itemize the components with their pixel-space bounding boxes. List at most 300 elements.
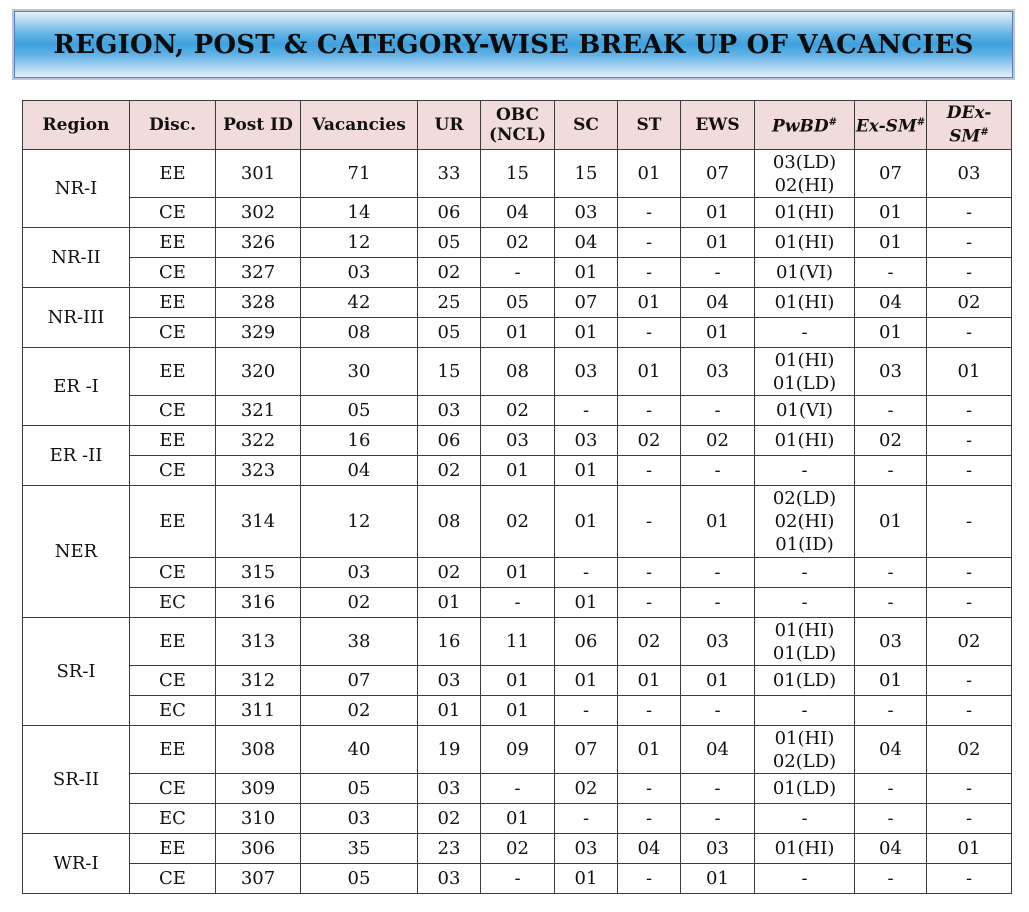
exsm-cell: - [855, 588, 927, 618]
ur-cell: 16 [418, 618, 481, 666]
disc-cell: EE [130, 618, 216, 666]
ur-cell: 02 [418, 558, 481, 588]
post-id-cell: 315 [216, 558, 301, 588]
vacancies-cell: 03 [301, 804, 418, 834]
disc-cell: CE [130, 774, 216, 804]
vacancies-cell: 12 [301, 486, 418, 558]
pwbd-entry: 01(LD) [772, 642, 837, 664]
dexsm-cell: 01 [927, 348, 1012, 396]
table-row [23, 486, 1012, 558]
pwbd-entry: - [801, 592, 808, 613]
pwbd-cell [755, 834, 855, 864]
pwbd-entry: 01(VI) [775, 400, 834, 421]
vacancies-cell: 16 [301, 426, 418, 456]
pwbd-cell [755, 774, 855, 804]
st-cell: 01 [618, 150, 681, 198]
table-row [23, 558, 1012, 588]
pwbd-cell [755, 318, 855, 348]
post-id-cell: 306 [216, 834, 301, 864]
region-cell: ER -II [23, 426, 130, 486]
ur-cell: 01 [418, 588, 481, 618]
pwbd-cell [755, 258, 855, 288]
obc-cell: 02 [481, 396, 555, 426]
post-id-cell: 302 [216, 198, 301, 228]
vacancies-cell: 35 [301, 834, 418, 864]
pwbd-entry: - [801, 808, 808, 829]
disc-cell: CE [130, 456, 216, 486]
ews-cell: - [681, 456, 755, 486]
disc-cell: CE [130, 558, 216, 588]
disc-cell: CE [130, 258, 216, 288]
sc-cell: 06 [555, 618, 618, 666]
pwbd-entry: 02(LD) [772, 488, 837, 509]
table-row [23, 774, 1012, 804]
obc-cell: 01 [481, 318, 555, 348]
post-id-cell: 314 [216, 486, 301, 558]
post-id-cell: 316 [216, 588, 301, 618]
sc-cell: 01 [555, 258, 618, 288]
dexsm-cell: - [927, 774, 1012, 804]
region-cell: NR-III [23, 288, 130, 348]
st-cell: - [618, 456, 681, 486]
vacancies-cell: 03 [301, 258, 418, 288]
header-pwbd-mark: # [828, 117, 837, 129]
pwbd-cell [755, 150, 855, 198]
table-row [23, 696, 1012, 726]
table-row [23, 864, 1012, 894]
pwbd-entry: 01(ID) [775, 534, 834, 555]
obc-cell: 01 [481, 456, 555, 486]
post-id-cell: 326 [216, 228, 301, 258]
sc-cell: 01 [555, 666, 618, 696]
table-row [23, 456, 1012, 486]
post-id-cell: 328 [216, 288, 301, 318]
st-cell: 01 [618, 288, 681, 318]
st-cell: - [618, 864, 681, 894]
dexsm-cell: - [927, 318, 1012, 348]
exsm-cell: - [855, 456, 927, 486]
pwbd-cell [755, 486, 855, 558]
header-sc: SC [555, 101, 618, 150]
obc-cell: 02 [481, 228, 555, 258]
sc-cell: - [555, 558, 618, 588]
ews-cell: 03 [681, 348, 755, 396]
dexsm-cell: - [927, 864, 1012, 894]
pwbd-entry: 02(HI) [774, 511, 835, 532]
header-post-id: Post ID [216, 101, 301, 150]
ur-cell: 25 [418, 288, 481, 318]
ews-cell: 01 [681, 228, 755, 258]
table-row [23, 834, 1012, 864]
exsm-cell: - [855, 864, 927, 894]
pwbd-entry: 01(HI) [774, 619, 835, 641]
table-row [23, 618, 1012, 666]
disc-cell: EC [130, 696, 216, 726]
ews-cell: - [681, 804, 755, 834]
vacancies-cell: 12 [301, 228, 418, 258]
header-ews: EWS [681, 101, 755, 150]
disc-cell: CE [130, 198, 216, 228]
dexsm-cell: 02 [927, 618, 1012, 666]
st-cell: - [618, 228, 681, 258]
st-cell: - [618, 588, 681, 618]
pwbd-cell [755, 588, 855, 618]
pwbd-cell [755, 228, 855, 258]
vacancy-table [22, 100, 1012, 894]
st-cell: 02 [618, 426, 681, 456]
vacancies-cell: 05 [301, 864, 418, 894]
obc-cell: 04 [481, 198, 555, 228]
pwbd-cell [755, 348, 855, 396]
ews-cell: - [681, 774, 755, 804]
st-cell: - [618, 558, 681, 588]
pwbd-cell [755, 618, 855, 666]
sc-cell: 03 [555, 198, 618, 228]
header-ur: UR [418, 101, 481, 150]
pwbd-entry: 01(HI) [774, 838, 835, 859]
dexsm-cell: - [927, 258, 1012, 288]
table-row [23, 666, 1012, 696]
post-id-cell: 312 [216, 666, 301, 696]
ur-cell: 02 [418, 456, 481, 486]
post-id-cell: 327 [216, 258, 301, 288]
exsm-cell: - [855, 396, 927, 426]
dexsm-cell: - [927, 558, 1012, 588]
header-pwbd [755, 101, 855, 150]
pwbd-cell [755, 864, 855, 894]
obc-cell: 03 [481, 426, 555, 456]
dexsm-cell: 02 [927, 726, 1012, 774]
ews-cell: - [681, 588, 755, 618]
pwbd-entry: 02(HI) [774, 174, 835, 196]
sc-cell: 01 [555, 456, 618, 486]
exsm-cell: 01 [855, 318, 927, 348]
vacancies-cell: 40 [301, 726, 418, 774]
post-id-cell: 323 [216, 456, 301, 486]
disc-cell: EC [130, 804, 216, 834]
vacancies-cell: 08 [301, 318, 418, 348]
pwbd-cell [755, 696, 855, 726]
pwbd-entry: 01(HI) [774, 292, 835, 313]
ews-cell: 04 [681, 288, 755, 318]
pwbd-entry: - [801, 700, 808, 721]
pwbd-entry: 03(LD) [772, 151, 837, 173]
dexsm-cell: - [927, 696, 1012, 726]
ur-cell: 08 [418, 486, 481, 558]
dexsm-cell: - [927, 396, 1012, 426]
ews-cell: 01 [681, 318, 755, 348]
pwbd-cell [755, 666, 855, 696]
obc-cell: 02 [481, 486, 555, 558]
exsm-cell: 01 [855, 228, 927, 258]
ews-cell: 07 [681, 150, 755, 198]
disc-cell: CE [130, 318, 216, 348]
st-cell: - [618, 318, 681, 348]
pwbd-cell [755, 198, 855, 228]
exsm-cell: 01 [855, 198, 927, 228]
exsm-cell: 04 [855, 726, 927, 774]
ews-cell: 01 [681, 864, 755, 894]
pwbd-entry: - [801, 562, 808, 583]
ur-cell: 19 [418, 726, 481, 774]
ur-cell: 05 [418, 318, 481, 348]
ur-cell: 03 [418, 396, 481, 426]
sc-cell: 01 [555, 864, 618, 894]
st-cell: - [618, 804, 681, 834]
disc-cell: CE [130, 864, 216, 894]
region-cell: SR-II [23, 726, 130, 834]
sc-cell: 04 [555, 228, 618, 258]
pwbd-cell [755, 456, 855, 486]
table-row [23, 348, 1012, 396]
exsm-cell: 03 [855, 618, 927, 666]
obc-cell: - [481, 864, 555, 894]
disc-cell: EE [130, 150, 216, 198]
ur-cell: 03 [418, 774, 481, 804]
dexsm-cell: - [927, 456, 1012, 486]
obc-cell: - [481, 258, 555, 288]
dexsm-cell: - [927, 198, 1012, 228]
header-dexsm-mark: # [980, 127, 989, 139]
ews-cell: 01 [681, 486, 755, 558]
obc-cell: 01 [481, 666, 555, 696]
region-cell: WR-I [23, 834, 130, 894]
ur-cell: 06 [418, 198, 481, 228]
post-id-cell: 310 [216, 804, 301, 834]
sc-cell: 07 [555, 726, 618, 774]
sc-cell: - [555, 696, 618, 726]
page-title: REGION, POST & CATEGORY-WISE BREAK UP OF VACANCIES [53, 29, 974, 60]
sc-cell: 07 [555, 288, 618, 318]
vacancies-cell: 05 [301, 396, 418, 426]
sc-cell: 01 [555, 588, 618, 618]
pwbd-cell [755, 804, 855, 834]
disc-cell: EE [130, 834, 216, 864]
vacancies-cell: 42 [301, 288, 418, 318]
dexsm-cell: 03 [927, 150, 1012, 198]
sc-cell: 03 [555, 426, 618, 456]
table-row [23, 150, 1012, 198]
pwbd-cell [755, 396, 855, 426]
header-row [23, 101, 1012, 150]
st-cell: - [618, 696, 681, 726]
ews-cell: - [681, 258, 755, 288]
ur-cell: 03 [418, 666, 481, 696]
post-id-cell: 309 [216, 774, 301, 804]
table-row [23, 804, 1012, 834]
vacancies-cell: 02 [301, 588, 418, 618]
pwbd-entry: 02(LD) [772, 750, 837, 772]
post-id-cell: 329 [216, 318, 301, 348]
st-cell: 02 [618, 618, 681, 666]
table-row [23, 288, 1012, 318]
obc-cell: 08 [481, 348, 555, 396]
ur-cell: 03 [418, 864, 481, 894]
title-banner [14, 11, 1013, 78]
ur-cell: 05 [418, 228, 481, 258]
st-cell: - [618, 774, 681, 804]
dexsm-cell: - [927, 804, 1012, 834]
pwbd-cell [755, 288, 855, 318]
st-cell: - [618, 198, 681, 228]
header-dexsm [927, 101, 1012, 150]
st-cell: 01 [618, 726, 681, 774]
exsm-cell: 04 [855, 834, 927, 864]
sc-cell: - [555, 396, 618, 426]
header-exsm-mark: # [916, 117, 926, 129]
vacancies-cell: 71 [301, 150, 418, 198]
post-id-cell: 307 [216, 864, 301, 894]
pwbd-entry: - [801, 322, 808, 343]
disc-cell: EC [130, 588, 216, 618]
header-exsm-label: Ex-SM [855, 116, 917, 137]
post-id-cell: 321 [216, 396, 301, 426]
vacancies-cell: 30 [301, 348, 418, 396]
post-id-cell: 311 [216, 696, 301, 726]
exsm-cell: 03 [855, 348, 927, 396]
ews-cell: - [681, 696, 755, 726]
post-id-cell: 320 [216, 348, 301, 396]
pwbd-entry: 01(HI) [774, 430, 835, 451]
region-cell: NR-I [23, 150, 130, 228]
pwbd-entry: 01(LD) [772, 372, 837, 394]
disc-cell: EE [130, 726, 216, 774]
post-id-cell: 322 [216, 426, 301, 456]
sc-cell: 03 [555, 834, 618, 864]
region-cell: SR-I [23, 618, 130, 726]
header-st: ST [618, 101, 681, 150]
obc-cell: 11 [481, 618, 555, 666]
post-id-cell: 301 [216, 150, 301, 198]
header-exsm [855, 101, 927, 150]
ews-cell: 04 [681, 726, 755, 774]
pwbd-entry: - [801, 868, 808, 889]
header-pwbd-label: PwBD [772, 116, 829, 137]
header-vacancies: Vacancies [301, 101, 418, 150]
exsm-cell: 01 [855, 666, 927, 696]
header-disc: Disc. [130, 101, 216, 150]
pwbd-cell [755, 726, 855, 774]
region-cell: ER -I [23, 348, 130, 426]
vacancies-cell: 14 [301, 198, 418, 228]
table-body [23, 150, 1012, 894]
st-cell: 04 [618, 834, 681, 864]
vacancies-cell: 38 [301, 618, 418, 666]
obc-cell: 01 [481, 804, 555, 834]
region-cell: NR-II [23, 228, 130, 288]
pwbd-entry: 01(HI) [774, 202, 835, 223]
disc-cell: EE [130, 288, 216, 318]
vacancies-cell: 05 [301, 774, 418, 804]
disc-cell: EE [130, 228, 216, 258]
ews-cell: 01 [681, 198, 755, 228]
obc-cell: 09 [481, 726, 555, 774]
header-region: Region [23, 101, 130, 150]
obc-cell: 05 [481, 288, 555, 318]
pwbd-entry: 01(HI) [774, 232, 835, 253]
exsm-cell: - [855, 774, 927, 804]
pwbd-entry: - [801, 460, 808, 481]
pwbd-entry: 01(HI) [774, 349, 835, 371]
disc-cell: CE [130, 396, 216, 426]
dexsm-cell: - [927, 426, 1012, 456]
vacancies-cell: 03 [301, 558, 418, 588]
ews-cell: 03 [681, 618, 755, 666]
ur-cell: 15 [418, 348, 481, 396]
dexsm-cell: - [927, 486, 1012, 558]
ews-cell: 02 [681, 426, 755, 456]
post-id-cell: 313 [216, 618, 301, 666]
dexsm-cell: - [927, 228, 1012, 258]
sc-cell: 01 [555, 318, 618, 348]
obc-cell: - [481, 774, 555, 804]
region-cell: NER [23, 486, 130, 618]
st-cell: 01 [618, 666, 681, 696]
header-dexsm-label: DEx-SM [946, 103, 992, 147]
st-cell: - [618, 258, 681, 288]
obc-cell: 15 [481, 150, 555, 198]
dexsm-cell: 01 [927, 834, 1012, 864]
pwbd-entry: 01(LD) [772, 670, 837, 691]
disc-cell: EE [130, 348, 216, 396]
st-cell: - [618, 396, 681, 426]
table-row [23, 726, 1012, 774]
exsm-cell: 01 [855, 486, 927, 558]
table-row [23, 426, 1012, 456]
obc-cell: 01 [481, 558, 555, 588]
exsm-cell: - [855, 696, 927, 726]
exsm-cell: - [855, 558, 927, 588]
ur-cell: 02 [418, 804, 481, 834]
post-id-cell: 308 [216, 726, 301, 774]
st-cell: 01 [618, 348, 681, 396]
disc-cell: EE [130, 426, 216, 456]
table-row [23, 198, 1012, 228]
sc-cell: 01 [555, 486, 618, 558]
st-cell: - [618, 486, 681, 558]
sc-cell: 02 [555, 774, 618, 804]
pwbd-cell [755, 558, 855, 588]
exsm-cell: - [855, 804, 927, 834]
table-row [23, 588, 1012, 618]
disc-cell: EE [130, 486, 216, 558]
exsm-cell: 07 [855, 150, 927, 198]
vacancies-cell: 07 [301, 666, 418, 696]
ews-cell: 01 [681, 666, 755, 696]
ur-cell: 06 [418, 426, 481, 456]
pwbd-entry: 01(LD) [772, 778, 837, 799]
sc-cell: 15 [555, 150, 618, 198]
dexsm-cell: - [927, 588, 1012, 618]
obc-cell: 02 [481, 834, 555, 864]
pwbd-entry: 01(VI) [775, 262, 834, 283]
pwbd-entry: 01(HI) [774, 727, 835, 749]
ur-cell: 23 [418, 834, 481, 864]
table-row [23, 228, 1012, 258]
exsm-cell: 02 [855, 426, 927, 456]
obc-cell: - [481, 588, 555, 618]
header-obc: OBC (NCL) [481, 101, 555, 150]
table-row [23, 396, 1012, 426]
vacancies-cell: 02 [301, 696, 418, 726]
exsm-cell: 04 [855, 288, 927, 318]
disc-cell: CE [130, 666, 216, 696]
ews-cell: 03 [681, 834, 755, 864]
dexsm-cell: - [927, 666, 1012, 696]
obc-cell: 01 [481, 696, 555, 726]
dexsm-cell: 02 [927, 288, 1012, 318]
ur-cell: 01 [418, 696, 481, 726]
